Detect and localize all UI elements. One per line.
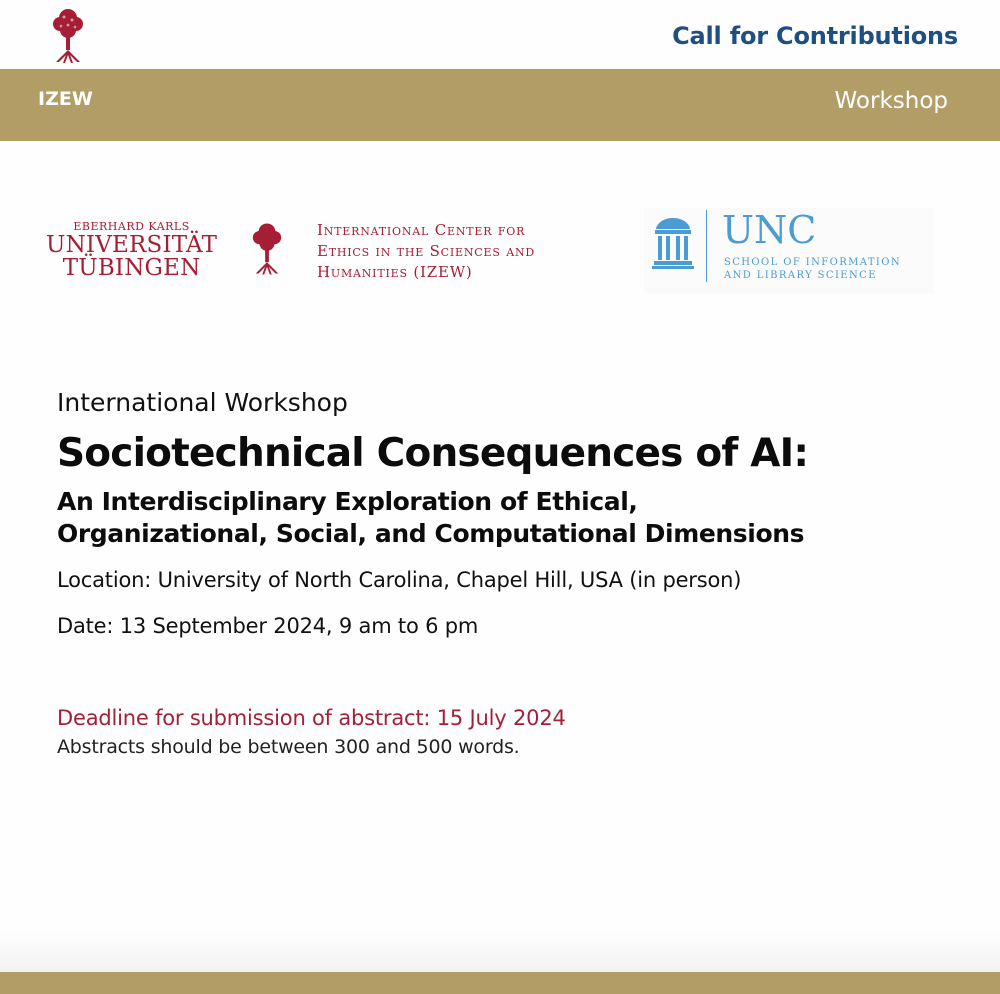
event-kicker: International Workshop: [57, 388, 348, 417]
unc-logo-divider: [706, 210, 707, 282]
call-for-contributions-title: Call for Contributions: [672, 22, 958, 50]
event-subtitle-line2: Organizational, Social, and Computational Dimensions: [57, 519, 805, 548]
old-well-icon: [652, 216, 694, 270]
event-details: [57, 388, 967, 758]
category-label: Workshop: [834, 88, 948, 114]
tree-icon: [250, 220, 284, 276]
university-logo-line2: UNIVERSITÄT: [46, 232, 218, 258]
unc-logo: [644, 208, 934, 294]
university-logo-line3: TÜBINGEN: [62, 255, 201, 281]
event-location: Location: University of North Carolina, Chapel Hill, USA (in person): [57, 568, 742, 592]
university-tuebingen-logo: [46, 220, 217, 279]
center-name-line1: International Center for: [317, 221, 526, 239]
abstract-length-note: Abstracts should be between 300 and 500 words.: [57, 736, 520, 758]
center-name-line3: Humanities (IZEW): [317, 263, 473, 281]
footer-bar: [0, 972, 1000, 994]
abstract-deadline: Deadline for submission of abstract: 15 July 2024: [57, 706, 566, 730]
unc-school-line1: SCHOOL OF INFORMATION: [724, 257, 902, 268]
org-short-name: IZEW: [38, 88, 93, 110]
header-bar: [0, 69, 1000, 141]
center-name-line2: Ethics in the Sciences and: [317, 242, 536, 260]
izew-center-name: [317, 220, 535, 283]
event-date: Date: 13 September 2024, 9 am to 6 pm: [57, 614, 479, 638]
footer-fade: [0, 930, 1000, 972]
tree-icon: [50, 6, 86, 64]
unc-name: UNC: [722, 208, 817, 252]
event-subtitle-line1: An Interdisciplinary Exploration of Ethical,: [57, 487, 638, 516]
event-title: Sociotechnical Consequences of AI:: [57, 431, 809, 476]
unc-school-name: [724, 256, 901, 282]
university-logo-line1: EBERHARD KARLS: [73, 220, 190, 233]
partner-logos: [0, 200, 1000, 300]
unc-school-line2: AND LIBRARY SCIENCE: [724, 270, 877, 281]
event-subtitle: [57, 486, 967, 550]
